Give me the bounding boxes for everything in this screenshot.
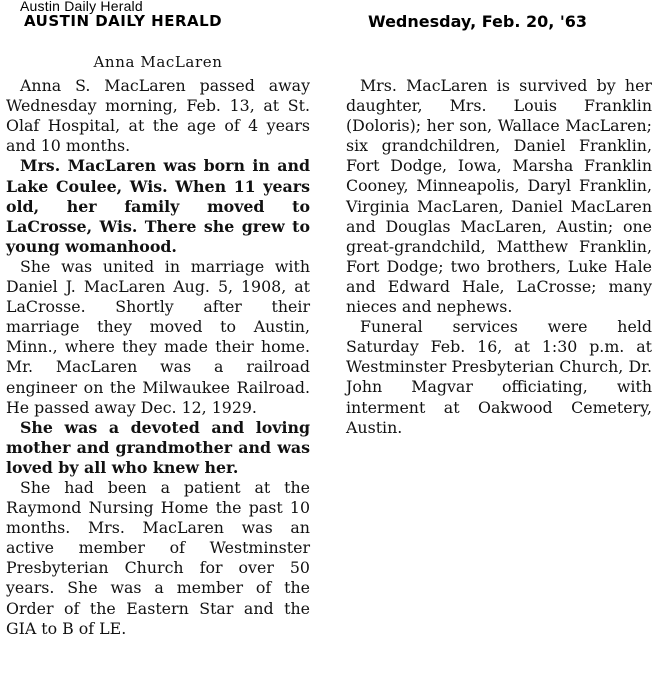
article-paragraph: She had been a patient at the Raymond Nursing Home the past 10 months. Mrs. MacLaren was an active member of Westminster Presbyterian Church for over 50 years. She was a member of the Order of the Eastern Star and the GIA to B of LE. bbox=[6, 477, 310, 638]
newspaper-name: AUSTIN DAILY HERALD bbox=[24, 12, 223, 30]
article-right-column bbox=[346, 76, 652, 438]
source-label: Austin Daily Herald bbox=[20, 0, 143, 14]
article-paragraph: She was united in marriage with Daniel J. MacLaren Aug. 5, 1908, at LaCrosse. Shortly after their marriage they moved to Austin, Minn., where they made their home. Mr. MacLaren was a railroad engineer on the Milwaukee Railroad. He passed away Dec. 12, 1929. bbox=[6, 256, 310, 417]
article-title: Anna MacLaren bbox=[93, 53, 223, 71]
article-left-column bbox=[6, 52, 310, 639]
article-paragraph: Anna S. MacLaren passed away Wednesday morning, Feb. 13, at St. Olaf Hospital, at the age of 4 years and 10 months. bbox=[6, 76, 310, 156]
publication-date: Wednesday, Feb. 20, '63 bbox=[368, 12, 588, 31]
article-paragraph: Mrs. MacLaren was born in and Lake Coulee, Wis. When 11 years old, her family moved to LaCrosse, Wis. There she grew to young womanhood. bbox=[6, 156, 310, 256]
article-paragraph: Mrs. MacLaren is survived by her daughter, Mrs. Louis Franklin (Doloris); her son, Wallace MacLaren; six grandchildren, Daniel Franklin, Fort Dodge, Iowa, Marsha Franklin Cooney, Minneapolis, Daryl Franklin, Virginia MacLaren, Daniel MacLaren and Douglas MacLaren, Austin; one great-grandchild, Matthew Franklin, Fort Dodge; two brothers, Luke Hale and Edward Hale, LaCrosse; many nieces and nephews. bbox=[346, 76, 652, 317]
article-paragraph: She was a devoted and loving mother and grandmother and was loved by all who knew her. bbox=[6, 417, 310, 477]
article-paragraph: Funeral services were held Saturday Feb. 16, at 1:30 p.m. at Westminster Presbyterian Church, Dr. John Magvar officiating, with interment at Oakwood Cemetery, Austin. bbox=[346, 317, 652, 437]
